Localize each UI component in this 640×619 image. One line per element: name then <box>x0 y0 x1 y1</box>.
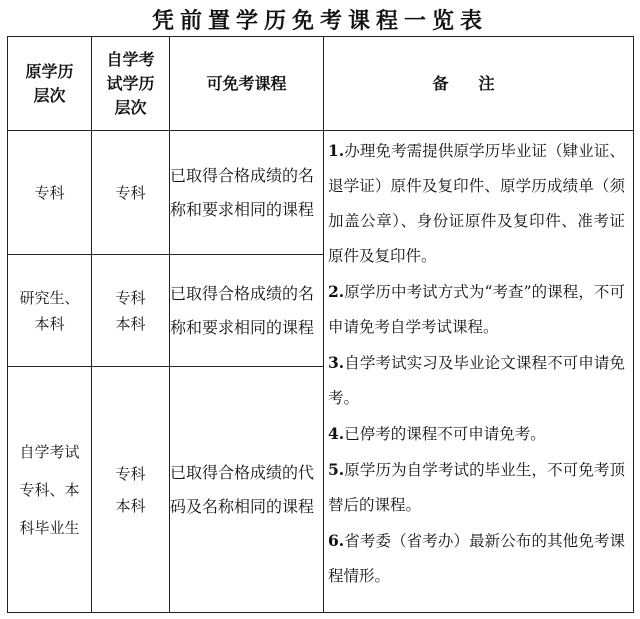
note-text: 原学历为自学考试的毕业生，不可免考顶替后的课程。 <box>328 461 625 514</box>
note-text: 原学历中考试方式为“考查”的课程，不可申请免考自学考试课程。 <box>328 283 625 336</box>
row-self-exam-level <box>92 131 170 255</box>
note-number: 3. <box>328 353 345 372</box>
cell-text: 专科本科 <box>115 288 146 333</box>
cell-text: 已取得合格成绩的代码及名称相同的课程 <box>170 462 315 516</box>
header-self-exam-text: 自学考试学历层次 <box>106 49 155 117</box>
note-text: 自学考试实习及毕业论文课程不可申请免考。 <box>328 354 625 407</box>
cell-text: 已取得合格成绩的名称和要求相同的课程 <box>170 283 315 337</box>
table-row <box>8 131 634 255</box>
exemption-table <box>7 36 634 613</box>
row-self-exam-level <box>92 367 170 613</box>
header-self-exam-level <box>92 37 170 131</box>
header-notes-text: 备注 <box>432 73 525 93</box>
note-number: 6. <box>328 531 345 550</box>
cell-text: 研究生、本科 <box>19 288 80 333</box>
note-text: 已停考的课程不可申请免考。 <box>344 425 546 443</box>
row-original-level <box>8 367 92 613</box>
note-item <box>328 345 625 416</box>
cell-text: 专科 <box>34 183 65 202</box>
page-title: 凭前置学历免考课程一览表 <box>151 8 488 34</box>
note-number: 1. <box>328 141 345 160</box>
header-exempt-text: 可免考课程 <box>206 73 287 93</box>
cell-text: 已取得合格成绩的名称和要求相同的课程 <box>170 165 315 219</box>
note-text: 省考委（省考办）最新公布的其他免考课程情形。 <box>328 532 625 585</box>
note-item <box>328 133 625 274</box>
header-row <box>8 37 634 131</box>
notes-cell <box>324 131 634 613</box>
cell-text: 专科 <box>115 183 146 202</box>
header-original-level <box>8 37 92 131</box>
row-self-exam-level <box>92 255 170 367</box>
row-exempt-courses <box>170 367 324 613</box>
row-exempt-courses <box>170 131 324 255</box>
note-number: 4. <box>328 424 345 443</box>
cell-text: 专科本科 <box>115 464 146 515</box>
note-number: 2. <box>328 282 345 301</box>
row-original-level <box>8 131 92 255</box>
header-exempt-courses <box>170 37 324 131</box>
note-item <box>328 523 625 594</box>
note-item <box>328 452 625 523</box>
row-original-level <box>8 255 92 367</box>
note-text: 办理免考需提供原学历毕业证（肄业证、退学证）原件及复印件、原学历成绩单（须加盖公章）、身份证原件及复印件、准考证原件及复印件。 <box>328 142 625 265</box>
note-number: 5. <box>328 460 345 479</box>
note-item <box>328 274 625 345</box>
row-exempt-courses <box>170 255 324 367</box>
header-original-text: 原学历层次 <box>25 61 74 105</box>
note-item <box>328 416 625 452</box>
header-notes <box>324 37 634 131</box>
cell-text: 自学考试专科、本科毕业生 <box>19 442 80 537</box>
